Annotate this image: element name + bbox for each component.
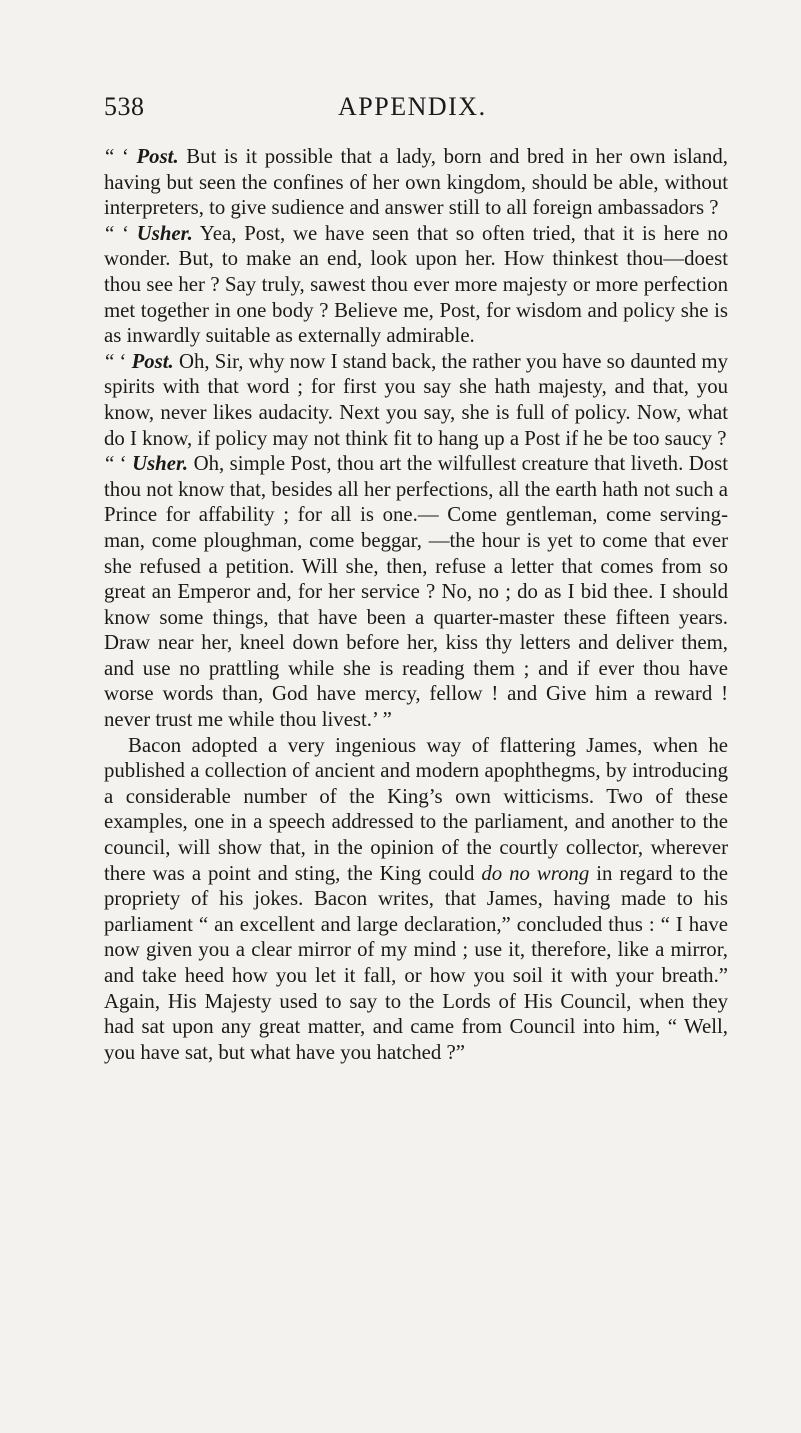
paragraph-text-after: in regard to the propriety of his jokes. Bacon writes, that James, having made to his parliament “ an excellent and large declaration,” concluded thus : “ I have now given you a clear mirror of my mind ; use it, therefore, like a mirror, and take heed how you let it fall, or how you soil it with your breath.” Again, His Majesty used to say to the Lords of His Council, when they had sat upon any great matter, and came from Council into him, “ Well, you have sat, but what have you hatched ?” bbox=[104, 861, 728, 1064]
dialogue-paragraph-post-1 bbox=[104, 144, 728, 221]
emphasis-text: do no wrong bbox=[481, 861, 590, 885]
quote-open: “ ‘ bbox=[105, 452, 133, 476]
dialogue-paragraph-usher-1 bbox=[104, 221, 728, 349]
paragraph-text: Oh, Sir, why now I stand back, the rather you have so daunted my spirits with that word ; for first you say she hath majesty, and that, you know, never likes audacity. Next you say, she is full of policy. Now, what do I know, if policy may not think fit to hang up a Post if he be too saucy ? bbox=[104, 349, 728, 450]
paragraph-text: Yea, Post, we have seen that so often tried, that it is here no wonder. But, to make an end, look upon her. How thinkest thou—doest thou see her ? Say truly, sawest thou ever more majesty or more perfection met together in one body ? Believe me, Post, for wisdom and policy she is as inwardly suitable as externally admirable. bbox=[104, 221, 728, 348]
quote-open: “ ‘ bbox=[105, 145, 137, 168]
dialogue-paragraph-usher-2 bbox=[104, 451, 728, 733]
dialogue-paragraph-post-2 bbox=[104, 349, 728, 451]
page-number: 538 bbox=[104, 92, 145, 121]
running-head: APPENDIX. bbox=[338, 92, 487, 121]
quote-open: “ ‘ bbox=[105, 349, 132, 373]
paragraph-text-before: Bacon adopted a very ingenious way of flattering James, when he published a collection of ancient and modern apophthegms, by introducing a considerable number of the King’s own witticisms. Two of these examples, one in a speech addressed to the parliament, and another to the council, will show that, in the opinion of the courtly collector, wherever there was a point and sting, the King could bbox=[104, 733, 728, 885]
body-text bbox=[104, 144, 728, 1065]
narrative-paragraph-bacon bbox=[104, 733, 728, 1066]
speaker-label: Post. bbox=[131, 349, 174, 373]
paragraph-text: But is it possible that a lady, born and bred in her own island, having but seen the confines of her own kingdom, should be able, without interpreters, to give sudience and answer still to all foreign ambassadors ? bbox=[104, 145, 728, 220]
page-header bbox=[104, 92, 726, 132]
speaker-label: Usher. bbox=[136, 221, 193, 245]
paragraph-text: Oh, simple Post, thou art the wilfullest creature that liveth. Dost thou not know that, besides all her perfections, all the earth hath not such a Prince for affability ; for all is one.— Come gentleman, come serving-man, come ploughman, come beggar, —the hour is yet to come that ever she refused a petition. Will she, then, refuse a letter that comes from so great an Emperor and, for her service ? No, no ; do as I bid thee. I should know some things, that have been a quarter-master these fifteen years. Draw near her, kneel down before her, kiss thy letters and deliver them, and use no prattling while she is reading them ; and if ever thou have worse words than, God have mercy, fellow ! and Give him a reward ! never trust me while thou livest.’ ” bbox=[104, 452, 729, 732]
speaker-label: Usher. bbox=[132, 452, 189, 476]
quote-open: “ ‘ bbox=[105, 221, 137, 245]
speaker-label: Post. bbox=[136, 145, 179, 168]
